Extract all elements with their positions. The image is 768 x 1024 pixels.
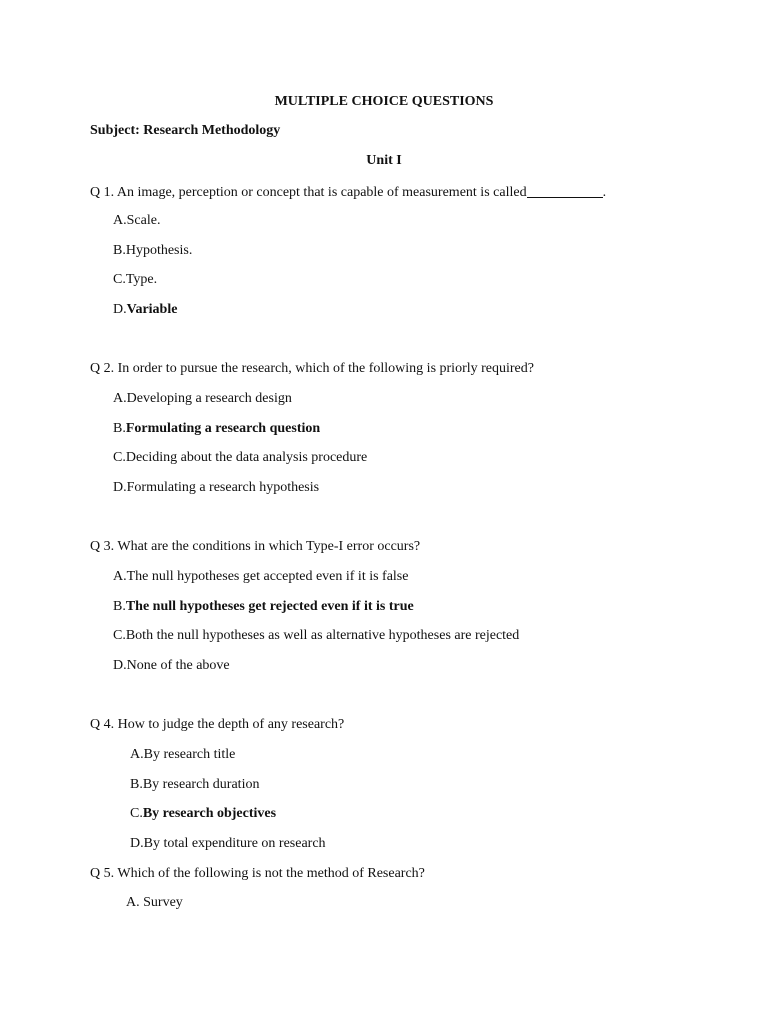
question-1-prompt: Q 1. An image, perception or concept that is capable of measurement is called <box>90 185 527 200</box>
q4-option-d: D.By total expenditure on research <box>130 836 326 851</box>
q1-option-c: C.Type. <box>113 272 158 287</box>
subject-value: : Research Methodology <box>135 123 281 138</box>
question-5: Q 5. Which of the following is not the method of Research? <box>90 866 425 881</box>
q3-option-b: B.The null hypotheses get rejected even if it is true <box>113 599 414 614</box>
q3-option-a: A.The null hypotheses get accepted even if it is false <box>113 569 409 584</box>
q3-option-c: C.Both the null hypotheses as well as alternative hypotheses are rejected <box>113 628 520 643</box>
correct-answer: The null hypotheses get rejected even if it is true <box>125 599 414 614</box>
q2-option-b: B.Formulating a research question <box>113 421 321 436</box>
question-4: Q 4. How to judge the depth of any research? <box>90 717 345 732</box>
question-1: Q 1. An image, perception or concept that is capable of measurement is called . <box>90 185 607 200</box>
q3-option-d: D.None of the above <box>113 658 230 673</box>
subject-line <box>90 122 280 140</box>
q2-option-c: C.Deciding about the data analysis procedure <box>113 450 368 465</box>
correct-answer: Formulating a research question <box>125 421 321 436</box>
q4-option-b: B.By research duration <box>130 777 260 792</box>
q1-option-d: D.Variable <box>113 302 178 317</box>
q4-option-c: C.By research objectives <box>130 806 277 821</box>
q4-option-a: A.By research title <box>130 747 236 762</box>
q2-option-d: D.Formulating a research hypothesis <box>113 480 320 495</box>
q2-option-a: A.Developing a research design <box>113 391 292 406</box>
q5-option-a: A. Survey <box>126 895 183 910</box>
question-3: Q 3. What are the conditions in which Type-I error occurs? <box>90 539 421 554</box>
correct-answer: Variable <box>126 302 178 317</box>
q1-option-a: A.Scale. <box>113 213 161 228</box>
answer-blank <box>527 183 603 198</box>
question-2: Q 2. In order to pursue the research, which of the following is priorly required? <box>90 361 534 376</box>
document-title: MULTIPLE CHOICE QUESTIONS <box>274 94 494 109</box>
unit-heading: Unit I <box>366 153 402 168</box>
subject-label: Subject <box>90 123 136 138</box>
correct-answer: By research objectives <box>142 806 277 821</box>
q1-option-b: B.Hypothesis. <box>113 243 193 258</box>
